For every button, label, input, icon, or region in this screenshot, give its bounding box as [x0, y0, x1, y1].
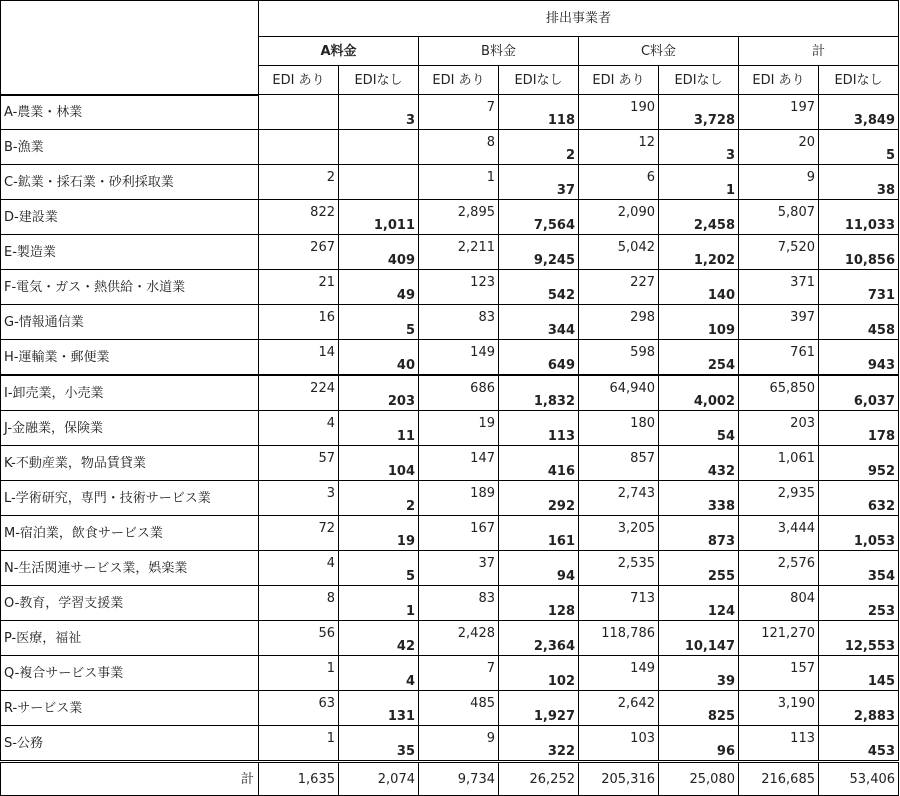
value-cell: 2,428 — [419, 621, 499, 656]
value-cell: 21 — [259, 270, 339, 305]
value-cell: 3 — [659, 130, 739, 165]
value-cell: 94 — [499, 551, 579, 586]
value-cell: 6 — [579, 165, 659, 200]
table-row — [1, 586, 899, 621]
value-cell: 3,728 — [659, 95, 739, 130]
row-label: G-情報通信業 — [1, 305, 259, 340]
row-label: R-サービス業 — [1, 691, 259, 726]
row-label: S-公務 — [1, 726, 259, 762]
value-cell: 83 — [419, 305, 499, 340]
value-cell: 952 — [819, 446, 899, 481]
value-cell: 1 — [259, 726, 339, 762]
value-cell: 113 — [739, 726, 819, 762]
value-cell: 354 — [819, 551, 899, 586]
value-cell: 322 — [499, 726, 579, 762]
value-cell: 598 — [579, 340, 659, 376]
value-cell: 14 — [259, 340, 339, 376]
row-label: N-生活関連サービス業，娯楽業 — [1, 551, 259, 586]
value-cell: 338 — [659, 481, 739, 516]
value-cell: 57 — [259, 446, 339, 481]
value-cell: 453 — [819, 726, 899, 762]
value-cell: 83 — [419, 586, 499, 621]
value-cell: 197 — [739, 95, 819, 130]
value-cell: 63 — [259, 691, 339, 726]
table-row — [1, 95, 899, 130]
value-cell: 9 — [739, 165, 819, 200]
table-row — [1, 516, 899, 551]
corner-cell — [1, 1, 259, 95]
value-cell: 20 — [739, 130, 819, 165]
value-cell: 1,053 — [819, 516, 899, 551]
value-cell: 145 — [819, 656, 899, 691]
value-cell: 190 — [579, 95, 659, 130]
value-cell: 167 — [419, 516, 499, 551]
value-cell: 344 — [499, 305, 579, 340]
value-cell: 649 — [499, 340, 579, 376]
value-cell: 161 — [499, 516, 579, 551]
value-cell: 118,786 — [579, 621, 659, 656]
value-cell: 6,037 — [819, 375, 899, 411]
total-cell: 9,734 — [419, 762, 499, 796]
value-cell: 2,895 — [419, 200, 499, 235]
value-cell: 102 — [499, 656, 579, 691]
total-cell: 25,080 — [659, 762, 739, 796]
table-row — [1, 621, 899, 656]
value-cell: 7 — [419, 95, 499, 130]
value-cell: 253 — [819, 586, 899, 621]
table-row — [1, 235, 899, 270]
value-cell: 2,883 — [819, 691, 899, 726]
value-cell: 542 — [499, 270, 579, 305]
row-label: H-運輸業・郵便業 — [1, 340, 259, 376]
value-cell: 7 — [419, 656, 499, 691]
table-row — [1, 340, 899, 376]
table-row — [1, 551, 899, 586]
value-cell: 2,211 — [419, 235, 499, 270]
value-cell: 7,520 — [739, 235, 819, 270]
row-label: Q-複合サービス事業 — [1, 656, 259, 691]
value-cell: 103 — [579, 726, 659, 762]
value-cell: 4 — [339, 656, 419, 691]
value-cell — [339, 130, 419, 165]
header-group-b: B料金 — [419, 37, 579, 66]
value-cell: 3,190 — [739, 691, 819, 726]
value-cell: 123 — [419, 270, 499, 305]
value-cell: 1,061 — [739, 446, 819, 481]
value-cell: 109 — [659, 305, 739, 340]
value-cell: 8 — [419, 130, 499, 165]
value-cell: 371 — [739, 270, 819, 305]
table-row — [1, 270, 899, 305]
value-cell: 873 — [659, 516, 739, 551]
value-cell: 416 — [499, 446, 579, 481]
value-cell: 292 — [499, 481, 579, 516]
value-cell: 255 — [659, 551, 739, 586]
value-cell: 432 — [659, 446, 739, 481]
row-label: O-教育，学習支援業 — [1, 586, 259, 621]
value-cell: 1,832 — [499, 375, 579, 411]
value-cell: 2 — [339, 481, 419, 516]
value-cell: 5 — [339, 551, 419, 586]
value-cell: 397 — [739, 305, 819, 340]
value-cell: 761 — [739, 340, 819, 376]
value-cell: 10,147 — [659, 621, 739, 656]
value-cell: 2,090 — [579, 200, 659, 235]
table-row — [1, 130, 899, 165]
value-cell: 804 — [739, 586, 819, 621]
value-cell: 203 — [339, 375, 419, 411]
table-row — [1, 305, 899, 340]
row-label: I-卸売業，小売業 — [1, 375, 259, 411]
row-label: K-不動産業，物品賃貸業 — [1, 446, 259, 481]
subheader-edi-no: EDIなし — [659, 66, 739, 95]
value-cell: 189 — [419, 481, 499, 516]
value-cell: 2,642 — [579, 691, 659, 726]
value-cell: 2,535 — [579, 551, 659, 586]
value-cell: 9,245 — [499, 235, 579, 270]
value-cell: 1 — [259, 656, 339, 691]
value-cell: 149 — [419, 340, 499, 376]
value-cell: 12 — [579, 130, 659, 165]
value-cell: 3,205 — [579, 516, 659, 551]
value-cell: 72 — [259, 516, 339, 551]
value-cell: 2,458 — [659, 200, 739, 235]
row-label: E-製造業 — [1, 235, 259, 270]
total-cell: 2,074 — [339, 762, 419, 796]
value-cell: 4 — [259, 411, 339, 446]
subheader-edi-yes: EDI あり — [739, 66, 819, 95]
row-label: D-建設業 — [1, 200, 259, 235]
value-cell: 4,002 — [659, 375, 739, 411]
total-cell: 1,635 — [259, 762, 339, 796]
value-cell: 11,033 — [819, 200, 899, 235]
value-cell: 458 — [819, 305, 899, 340]
value-cell — [339, 165, 419, 200]
table-row — [1, 481, 899, 516]
value-cell: 5 — [339, 305, 419, 340]
value-cell: 3,444 — [739, 516, 819, 551]
value-cell: 485 — [419, 691, 499, 726]
row-label: P-医療，福祉 — [1, 621, 259, 656]
value-cell: 147 — [419, 446, 499, 481]
value-cell: 2,743 — [579, 481, 659, 516]
value-cell: 35 — [339, 726, 419, 762]
value-cell: 37 — [419, 551, 499, 586]
value-cell: 2,576 — [739, 551, 819, 586]
value-cell: 1,202 — [659, 235, 739, 270]
row-label: M-宿泊業，飲食サービス業 — [1, 516, 259, 551]
value-cell: 1,011 — [339, 200, 419, 235]
value-cell: 224 — [259, 375, 339, 411]
value-cell: 8 — [259, 586, 339, 621]
total-row — [1, 762, 899, 796]
table-row — [1, 411, 899, 446]
value-cell: 140 — [659, 270, 739, 305]
value-cell: 1,927 — [499, 691, 579, 726]
value-cell: 42 — [339, 621, 419, 656]
value-cell: 124 — [659, 586, 739, 621]
header-group-a: A料金 — [259, 37, 419, 66]
value-cell — [259, 130, 339, 165]
value-cell: 713 — [579, 586, 659, 621]
value-cell: 56 — [259, 621, 339, 656]
value-cell: 157 — [739, 656, 819, 691]
row-label: J-金融業，保険業 — [1, 411, 259, 446]
value-cell: 298 — [579, 305, 659, 340]
value-cell: 178 — [819, 411, 899, 446]
value-cell: 731 — [819, 270, 899, 305]
table-row — [1, 726, 899, 762]
value-cell: 3 — [339, 95, 419, 130]
value-cell: 825 — [659, 691, 739, 726]
total-cell: 53,406 — [819, 762, 899, 796]
total-cell: 205,316 — [579, 762, 659, 796]
value-cell: 149 — [579, 656, 659, 691]
value-cell: 1 — [419, 165, 499, 200]
value-cell: 12,553 — [819, 621, 899, 656]
value-cell: 203 — [739, 411, 819, 446]
value-cell: 2,935 — [739, 481, 819, 516]
value-cell: 113 — [499, 411, 579, 446]
value-cell: 1 — [339, 586, 419, 621]
value-cell: 19 — [339, 516, 419, 551]
table-row — [1, 200, 899, 235]
value-cell: 38 — [819, 165, 899, 200]
total-cell: 216,685 — [739, 762, 819, 796]
table-row — [1, 375, 899, 411]
value-cell: 118 — [499, 95, 579, 130]
table-row — [1, 165, 899, 200]
subheader-edi-yes: EDI あり — [259, 66, 339, 95]
value-cell: 3 — [259, 481, 339, 516]
value-cell: 5,807 — [739, 200, 819, 235]
table-body — [1, 95, 899, 762]
value-cell: 37 — [499, 165, 579, 200]
header-top: 排出事業者 — [259, 1, 899, 37]
value-cell: 686 — [419, 375, 499, 411]
subheader-edi-no: EDIなし — [819, 66, 899, 95]
subheader-edi-yes: EDI あり — [579, 66, 659, 95]
table-row — [1, 691, 899, 726]
value-cell: 4 — [259, 551, 339, 586]
value-cell: 131 — [339, 691, 419, 726]
value-cell: 39 — [659, 656, 739, 691]
total-cell: 26,252 — [499, 762, 579, 796]
value-cell: 2,364 — [499, 621, 579, 656]
value-cell: 128 — [499, 586, 579, 621]
value-cell: 10,856 — [819, 235, 899, 270]
row-label: L-学術研究，専門・技術サービス業 — [1, 481, 259, 516]
value-cell: 9 — [419, 726, 499, 762]
value-cell: 1 — [659, 165, 739, 200]
subheader-edi-no: EDIなし — [499, 66, 579, 95]
total-label: 計 — [1, 762, 259, 796]
row-label: C-鉱業・採石業・砂利採取業 — [1, 165, 259, 200]
value-cell: 5 — [819, 130, 899, 165]
row-label: F-電気・ガス・熱供給・水道業 — [1, 270, 259, 305]
value-cell: 180 — [579, 411, 659, 446]
value-cell — [259, 95, 339, 130]
subheader-edi-no: EDIなし — [339, 66, 419, 95]
subheader-edi-yes: EDI あり — [419, 66, 499, 95]
value-cell: 96 — [659, 726, 739, 762]
value-cell: 3,849 — [819, 95, 899, 130]
value-cell: 104 — [339, 446, 419, 481]
value-cell: 121,270 — [739, 621, 819, 656]
header-group-total: 計 — [739, 37, 899, 66]
value-cell: 40 — [339, 340, 419, 376]
value-cell: 19 — [419, 411, 499, 446]
header-group-c: C料金 — [579, 37, 739, 66]
value-cell: 54 — [659, 411, 739, 446]
value-cell: 632 — [819, 481, 899, 516]
table-row — [1, 446, 899, 481]
value-cell: 2 — [259, 165, 339, 200]
value-cell: 65,850 — [739, 375, 819, 411]
value-cell: 16 — [259, 305, 339, 340]
value-cell: 11 — [339, 411, 419, 446]
value-cell: 943 — [819, 340, 899, 376]
value-cell: 2 — [499, 130, 579, 165]
value-cell: 857 — [579, 446, 659, 481]
value-cell: 7,564 — [499, 200, 579, 235]
value-cell: 49 — [339, 270, 419, 305]
value-cell: 267 — [259, 235, 339, 270]
value-cell: 64,940 — [579, 375, 659, 411]
row-label: B-漁業 — [1, 130, 259, 165]
value-cell: 822 — [259, 200, 339, 235]
value-cell: 227 — [579, 270, 659, 305]
value-cell: 254 — [659, 340, 739, 376]
table-row — [1, 656, 899, 691]
value-cell: 409 — [339, 235, 419, 270]
row-label: A-農業・林業 — [1, 95, 259, 130]
value-cell: 5,042 — [579, 235, 659, 270]
